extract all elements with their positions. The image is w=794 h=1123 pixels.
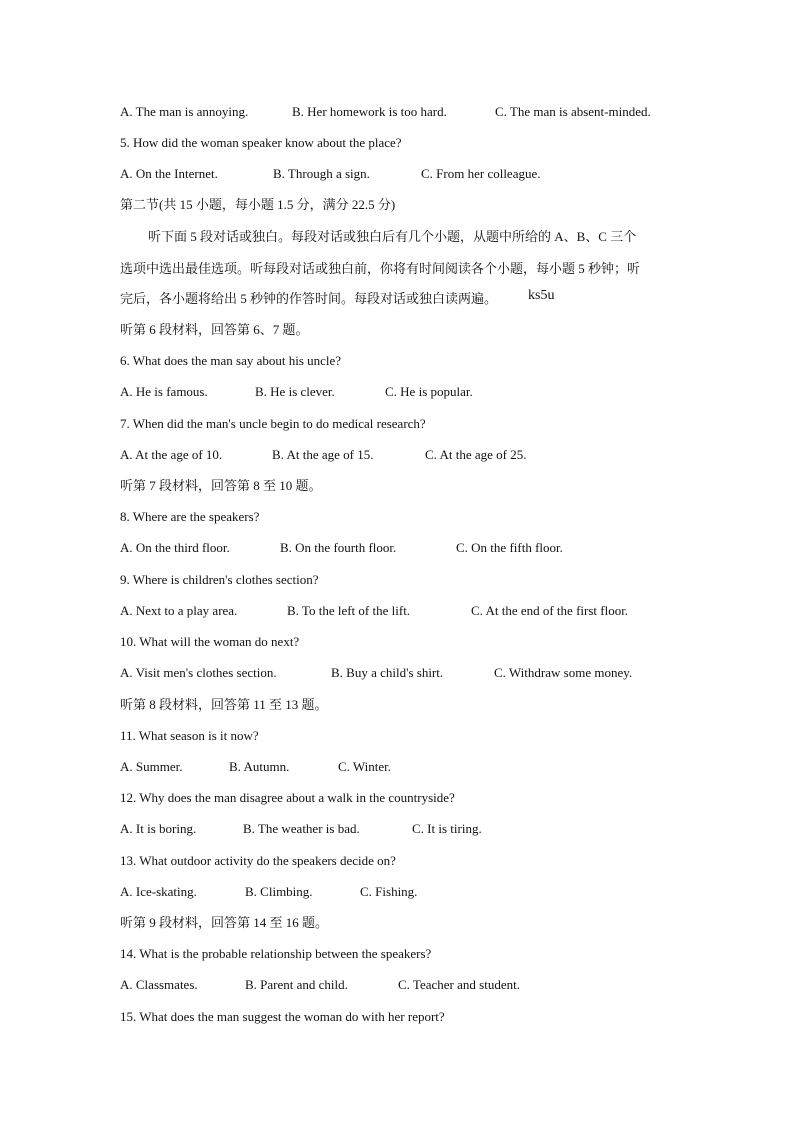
instructions-line-2: 选项中选出最佳选项。听每段对话或独白前，你将有时间阅读各个小题，每小题 5 秒钟；听 [120, 261, 641, 276]
question-14: 14. What is the probable relationship between the speakers? [120, 946, 432, 961]
question-8: 8. Where are the speakers? [120, 509, 260, 524]
option-a: A. Next to a play area. [120, 603, 238, 618]
option-a: A. Visit men's clothes section. [120, 665, 277, 680]
option-c: C. Winter. [338, 759, 392, 774]
option-c: C. Teacher and student. [398, 977, 520, 992]
option-c: C. On the fifth floor. [456, 540, 563, 555]
question-6: 6. What does the man say about his uncle? [120, 353, 342, 368]
option-b: B. Her homework is too hard. [292, 104, 447, 119]
watermark-text: ks5u [528, 288, 555, 303]
material-6-heading: 听第 6 段材料，回答第 6、7 题。 [120, 322, 309, 337]
option-a: A. At the age of 10. [120, 447, 223, 462]
question-15: 15. What does the man suggest the woman do with her report? [120, 1009, 445, 1024]
instructions-line-3: 完后，各小题将给出 5 秒钟的作答时间。每段对话或独白读两遍。 [120, 291, 498, 306]
option-c: C. The man is absent-minded. [495, 104, 651, 119]
material-8-heading: 听第 8 段材料，回答第 11 至 13 题。 [120, 697, 328, 712]
option-a: A. On the third floor. [120, 540, 230, 555]
option-a: A. It is boring. [120, 821, 197, 836]
option-a: A. On the Internet. [120, 166, 218, 181]
option-b: B. He is clever. [255, 384, 335, 399]
option-c: C. From her colleague. [421, 166, 541, 181]
option-c: C. It is tiring. [412, 821, 482, 836]
question-11: 11. What season is it now? [120, 728, 259, 743]
option-c: C. At the age of 25. [425, 447, 527, 462]
section-2-title: 第二节(共 15 小题，每小题 1.5 分，满分 22.5 分) [120, 197, 396, 212]
material-7-heading: 听第 7 段材料，回答第 8 至 10 题。 [120, 478, 322, 493]
option-b: B. At the age of 15. [272, 447, 374, 462]
question-7: 7. When did the man's uncle begin to do medical research? [120, 416, 426, 431]
question-10: 10. What will the woman do next? [120, 634, 300, 649]
option-b: B. Through a sign. [273, 166, 370, 181]
question-13: 13. What outdoor activity do the speakers decide on? [120, 853, 396, 868]
option-b: B. Parent and child. [245, 977, 348, 992]
material-9-heading: 听第 9 段材料，回答第 14 至 16 题。 [120, 915, 329, 930]
option-a: A. He is famous. [120, 384, 208, 399]
option-b: B. On the fourth floor. [280, 540, 397, 555]
option-a: A. Ice-skating. [120, 884, 197, 899]
option-a: A. The man is annoying. [120, 104, 249, 119]
option-c: C. At the end of the first floor. [471, 603, 629, 618]
question-5: 5. How did the woman speaker know about the place? [120, 135, 402, 150]
option-b: B. Autumn. [229, 759, 290, 774]
option-a: A. Summer. [120, 759, 183, 774]
option-c: C. He is popular. [385, 384, 473, 399]
option-c: C. Fishing. [360, 884, 418, 899]
instructions-line-1: 听下面 5 段对话或独白。每段对话或独白后有几个小题，从题中所给的 A、B、C 三个 [148, 229, 637, 244]
option-a: A. Classmates. [120, 977, 198, 992]
question-9: 9. Where is children's clothes section? [120, 572, 319, 587]
question-12: 12. Why does the man disagree about a walk in the countryside? [120, 790, 455, 805]
option-b: B. Climbing. [245, 884, 313, 899]
option-b: B. The weather is bad. [243, 821, 360, 836]
option-b: B. Buy a child's shirt. [331, 665, 444, 680]
option-c: C. Withdraw some money. [494, 665, 633, 680]
option-b: B. To the left of the lift. [287, 603, 411, 618]
